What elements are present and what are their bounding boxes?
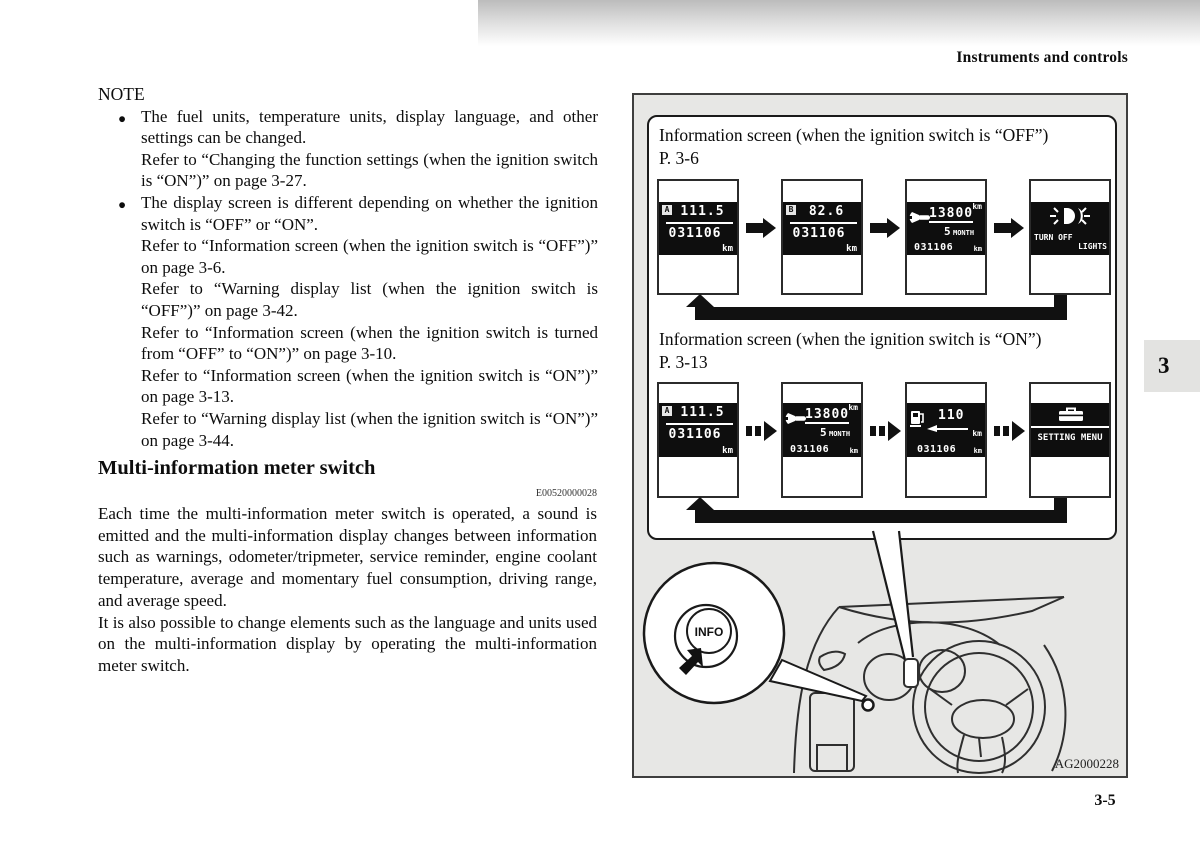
note-line: The fuel units, temperature units, display language, and other settings can be changed. (141, 106, 598, 148)
center-stack-panel (817, 745, 847, 771)
unit-label: km (973, 447, 982, 455)
note-block (98, 84, 598, 451)
note-line: Refer to “Information screen (when the ignition switch is “OFF”)” on page 3-6. (141, 236, 598, 277)
callout-wedge (770, 660, 866, 701)
header-gradient-band (478, 0, 1200, 46)
note-title: NOTE (98, 84, 145, 104)
setting-menu-label: SETTING MENU (1037, 433, 1103, 443)
figure-code: AG2000228 (1054, 756, 1119, 771)
trip-value: 111.5 (680, 204, 725, 219)
wheel-spoke (1006, 689, 1028, 705)
trip-value: 82.6 (808, 204, 845, 219)
trip-badge: B (786, 205, 796, 215)
switch-location-dot (863, 700, 874, 711)
meter-switch-knob (904, 659, 918, 687)
paragraph: It is also possible to change elements such as the language and units used on the multi-information display by operating the multi-information meter switch. (98, 612, 597, 675)
trip-value: 111.5 (680, 405, 725, 420)
steering-hub (952, 700, 1014, 738)
warning-text: TURN OFF (1034, 233, 1073, 242)
note-line: Refer to “Warning display list (when the ignition switch is “ON”)” on page 3-44. (141, 408, 598, 450)
service-distance: 13800 (929, 206, 974, 221)
bullet-icon: ● (118, 196, 127, 212)
odometer-value: 031106 (668, 226, 722, 241)
dash-top-line (839, 597, 1064, 623)
column-line (957, 735, 964, 773)
service-months: 5 (820, 426, 827, 439)
service-distance: 13800 (805, 407, 850, 422)
trip-badge: A (662, 205, 672, 215)
section-heading: Multi-information meter switch (98, 457, 376, 479)
steering-wheel-outer (913, 641, 1045, 773)
odometer-value: 031106 (790, 444, 830, 455)
unit-label: km (722, 446, 733, 456)
service-months-unit: MONTH (953, 229, 975, 237)
chapter-tab: 3 (1144, 340, 1200, 392)
odometer-value: 031106 (668, 427, 722, 442)
side-vent (819, 652, 845, 670)
bullet-icon: ● (118, 110, 127, 126)
off-page-ref: P. 3-6 (659, 147, 699, 168)
note-line: Refer to “Changing the function settings (when the ignition switch is “ON”)” on page 3-27. (141, 149, 598, 191)
wheel-spoke (979, 738, 981, 757)
warning-text: LIGHTS (1078, 242, 1107, 251)
page-header: Instruments and controls (956, 49, 1128, 66)
figure-box (632, 93, 1128, 778)
note-line: The display screen is different depending on whether the ignition switch is “OFF” or “ON”. (141, 192, 598, 234)
note-line: Refer to “Warning display list (when the ignition switch is “OFF”)” on page 3-42. (141, 279, 598, 320)
on-page-ref: P. 3-13 (659, 351, 708, 372)
unit-label: km (849, 447, 858, 455)
odometer-value: 031106 (917, 444, 957, 455)
unit-label: km (722, 244, 733, 254)
unit-label: km (972, 202, 982, 211)
paragraph: Each time the multi-information meter switch is operated, a sound is emitted and the multi-information display changes between information such as warnings, odometer/tripmeter, service reminder, engine coolant temperature, average and momentary fuel consumption, driving range, and average speed. (98, 504, 597, 610)
trip-badge: A (662, 406, 672, 416)
unit-label: km (846, 244, 857, 254)
section-code: E00520000028 (535, 488, 597, 499)
odometer-value: 031106 (792, 226, 846, 241)
range-value: 110 (938, 408, 965, 423)
service-months-unit: MONTH (829, 430, 851, 438)
info-button-label: INFO (694, 625, 724, 639)
service-months: 5 (944, 225, 951, 238)
off-label-text: Information screen (when the ignition switch is “OFF”) (659, 125, 1049, 145)
cowl-arc (1044, 645, 1065, 771)
windshield-line (839, 597, 1064, 607)
note-line: Refer to “Information screen (when the ignition switch is turned from “OFF” to “ON”)” on page 3-10. (141, 322, 598, 364)
section-body (98, 503, 597, 677)
unit-label: km (973, 245, 982, 253)
dashboard-illustration (634, 95, 1125, 775)
odometer-value: 031106 (914, 242, 954, 253)
note-item (98, 106, 598, 192)
unit-label: km (972, 429, 982, 438)
page-number: 3-5 (1094, 792, 1116, 809)
note-line: Refer to “Information screen (when the ignition switch is “ON”)” on page 3-13. (141, 365, 598, 407)
unit-label: km (848, 403, 858, 412)
on-label-text: Information screen (when the ignition switch is “ON”) (659, 329, 1042, 349)
note-item (98, 192, 598, 451)
